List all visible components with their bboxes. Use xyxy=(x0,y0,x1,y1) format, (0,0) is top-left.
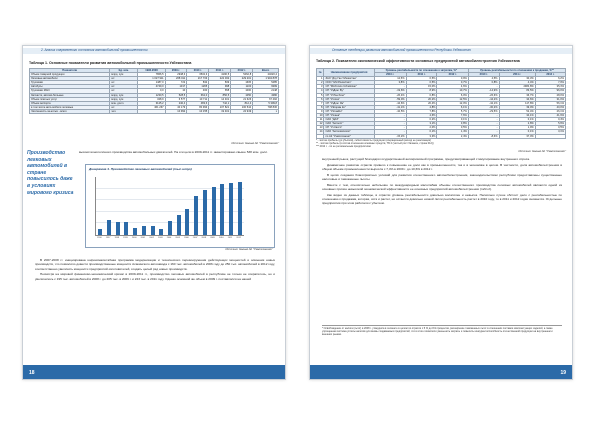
chart-bar xyxy=(98,229,102,235)
table-cell: Легковые автомобили xyxy=(30,77,110,81)
table-cell: шт xyxy=(110,85,138,89)
table-cell: - xyxy=(374,126,406,130)
table-cell: 10 155 xyxy=(187,109,209,113)
table-cell: СП "Узтоза" xyxy=(324,97,374,101)
table-cell: 107 821 xyxy=(209,105,231,109)
table-row xyxy=(30,109,279,113)
table-cell: 39,0% xyxy=(499,105,535,109)
table-cell: 7 xyxy=(317,101,324,105)
table-cell: 1 xyxy=(317,77,324,81)
table-cell: Объем экспорта xyxy=(30,101,110,105)
table-cell: 812,4 xyxy=(231,101,253,105)
table-cell: 0,9% xyxy=(437,77,468,81)
table-cell: 240,4 xyxy=(165,101,187,105)
table-cell: 36,7% xyxy=(499,93,535,97)
table-cell: 10 xyxy=(317,114,324,118)
body-paragraph: Несмотря на мировой финансово-экономический кризис в 2009-2011 гг., производство легковых автомобилей в республике не только не сократилось, но и увеличилось с 195 тыс. автомобилей в 2008 г. до 205 тыс. в 2009 г. и 223 тыс. в 2011 году. Однако основной же объем в 2009 г. поставлялся на нашей xyxy=(35,272,275,281)
table2-header-cell: 2011 г. xyxy=(406,73,437,77)
table2-header-cell: Наименование предприятия xyxy=(324,69,374,77)
table2-header-cell: № xyxy=(317,69,324,77)
table-cell: -42,1% xyxy=(468,101,499,105)
table-cell: 11 xyxy=(317,118,324,122)
table1-header-cell: 1996-2008 xyxy=(138,69,165,73)
chart-x-tick: 2003 xyxy=(157,237,163,239)
table-cell: 3532,3 xyxy=(187,73,209,77)
table1-source: Источник: данные АК "Узавтосаноат" xyxy=(231,142,279,145)
table-cell: - xyxy=(468,85,499,89)
table-cell: 10 xyxy=(165,89,187,93)
right-page-number: 19 xyxy=(560,370,566,376)
table-cell: - xyxy=(374,122,406,126)
table-cell: -44,6% xyxy=(374,101,406,105)
right-running-head: Основные тенденции развития автомобильной промышленности Республики Узбекистан xyxy=(332,48,471,52)
chart-bar xyxy=(212,187,216,235)
table-cell: шт xyxy=(110,77,138,81)
right-footer-bar xyxy=(310,365,572,379)
table-cell: 20,2% xyxy=(406,97,437,101)
table-cell: - xyxy=(374,85,406,89)
right-page xyxy=(309,45,573,380)
table1-header-cell: Всего xyxy=(253,69,279,73)
table-cell: 483,6 xyxy=(187,101,209,105)
table-cell: Запчасти, автомо-бильные xyxy=(30,93,110,97)
table-cell: 461 267 xyxy=(138,105,165,109)
table-cell: 662,0 xyxy=(187,93,209,97)
table-cell: 3 xyxy=(317,85,324,89)
table-cell: 0,4% xyxy=(535,118,565,122)
table-cell: Грузовики MAN xyxy=(30,89,110,93)
table-cell: 742,1 xyxy=(209,101,231,105)
table-cell: 5 399,8 xyxy=(253,101,279,105)
table-cell: 12 xyxy=(317,122,324,126)
table-cell: шт xyxy=(110,81,138,85)
table-cell: 5462,8 xyxy=(231,73,253,77)
chart-bar xyxy=(107,220,111,235)
right-body-text xyxy=(322,157,562,207)
table-cell: Объем товарной продукции xyxy=(30,73,110,77)
table2-group-header: Уровень рентабельности по отношению к затратам, %* xyxy=(374,69,468,73)
chart-bar xyxy=(116,222,120,235)
table-cell: 3,1% xyxy=(535,130,565,134)
chart-bar xyxy=(177,215,181,235)
table-cell: 8 xyxy=(317,105,324,109)
table-cell: 7,8% xyxy=(406,109,437,113)
table2-note: ** - чистая прибыль (в состав отношения основных средств, ТБ 4 (чистый рост баланса, строка 012)) xyxy=(316,142,434,145)
table-cell: 1000 xyxy=(231,89,253,93)
table-cell: СП "УзТонгХонг" xyxy=(324,93,374,97)
table-cell: млрд. сум xyxy=(110,93,138,97)
table-cell: 19 401 xyxy=(209,109,231,113)
table2-header-cell: 2011 г. xyxy=(499,73,535,77)
table-cell: 12,0% xyxy=(437,101,468,105)
table-cell: -59,0% xyxy=(374,97,406,101)
table-cell: 4190,5 xyxy=(209,73,231,77)
chart-x-tick: 2004 xyxy=(166,237,172,239)
table-cell: 7866,5 xyxy=(138,73,165,77)
table-cell: 0,1% xyxy=(406,130,437,134)
table-cell: - xyxy=(468,126,499,130)
table-cell: млрд. сум xyxy=(110,73,138,77)
table-cell: 1050 xyxy=(231,93,253,97)
table-cell: 24020,4 xyxy=(253,73,279,77)
table-cell: 10 711 xyxy=(187,97,209,101)
table-cell: 9399 xyxy=(253,85,279,89)
table-cell: 52,4% xyxy=(499,109,535,113)
table-cell: 658 xyxy=(209,89,231,93)
table-cell: 0,1% xyxy=(499,130,535,134)
left-page xyxy=(22,45,286,380)
chart-bar xyxy=(220,184,224,235)
table-cell: 35,3% xyxy=(535,85,565,89)
table-cell: 6,2% xyxy=(535,77,565,81)
table-cell: Грузовики xyxy=(30,81,110,85)
table-cell: 40 179 xyxy=(165,105,187,109)
chart-x-tick: 2007 xyxy=(192,237,198,239)
table-cell: шт xyxy=(110,89,138,93)
table-cell: - xyxy=(468,114,499,118)
chart-x-tick: 2001 xyxy=(140,237,146,239)
table2 xyxy=(316,68,566,139)
left-intro-text xyxy=(79,150,279,156)
body-paragraph: внутренний рынок, растущий благодаря государственной антикризисной программе, предусматривающей стимулирование внутреннего спроса. xyxy=(322,157,530,161)
table-cell: - xyxy=(374,118,406,122)
body-paragraph: Как видно из данных таблицы, в отрасли уровень рентабельности довольно волатилен и невысок. Несколько лучше обстоит дело с рентабельностью по отношению к продажам, которая, хотя и растет, но остается довольно низкой. Если рентабельность растет в 2010 году, то в 2011 и 2012 годах снижается. Отдельные предприятия при этом работали с убытком. xyxy=(322,192,562,206)
table-cell: 0,1% xyxy=(499,118,535,122)
table-cell: 0,5% xyxy=(406,81,437,85)
table-cell: -41,1% xyxy=(374,105,406,109)
table-cell: -19,6% xyxy=(374,89,406,93)
table-cell: 0,8% xyxy=(406,93,437,97)
table1-header-cell: Ед. изм. xyxy=(110,69,138,73)
table-cell: 14 401 xyxy=(209,97,231,101)
table-cell: СП "MAN Auto Uzbekistan" xyxy=(324,85,374,89)
table-cell: ОАО "Автохимпокоп" xyxy=(324,130,374,134)
table-cell: 10,7% xyxy=(437,89,468,93)
table-cell: СП "Уз Кассо" xyxy=(324,126,374,130)
table1-header-cell: 2012 г. xyxy=(231,69,253,73)
table-cell: 328,9 xyxy=(138,97,165,101)
left-footer-bar xyxy=(23,365,285,379)
table-cell: 722 xyxy=(165,81,187,85)
table-cell: 5485 xyxy=(253,81,279,85)
table-cell: - xyxy=(468,118,499,122)
table1-header-cell: 2011 г. xyxy=(209,69,231,73)
table-cell: 0,8% xyxy=(468,81,499,85)
table-cell: 4,5% xyxy=(468,77,499,81)
left-body-text xyxy=(35,258,275,282)
chart-bar xyxy=(229,183,233,235)
table-cell: 1317 xyxy=(165,85,187,89)
table-cell: 222 032 xyxy=(209,77,231,81)
chart-x-tick: 2009 xyxy=(210,237,215,239)
left-running-head: 2. Анализ современного состояния автомобильной промышленности xyxy=(41,48,148,52)
table-cell: 1 027 911 xyxy=(138,77,165,81)
table2-notes xyxy=(316,139,566,148)
chart-bar xyxy=(142,226,146,236)
table-cell: 2984,8% xyxy=(499,85,535,89)
table2-header-cell: 2012 г. xyxy=(535,73,565,77)
table-cell: 10 992 xyxy=(165,109,187,113)
table-cell: -26,4% xyxy=(374,93,406,97)
body-paragraph: В целях создания благоприятных условий для развития отечественного автомобилестроения, законодательством республики предоставлены существенные налоговые и таможенные льготы. xyxy=(322,172,562,181)
table-cell: 4380 xyxy=(253,93,279,97)
table-cell: - xyxy=(468,122,499,126)
chart-bar xyxy=(203,190,207,235)
table-cell: 2 xyxy=(317,81,324,85)
table-cell: -42,5% xyxy=(374,109,406,113)
table-cell: 229 201 xyxy=(231,77,253,81)
table-cell: 832 xyxy=(187,81,209,85)
table1-caption: Таблица 1. Основные показатели развития автомобильной промышленности Узбекистана xyxy=(29,61,192,65)
table-cell: 0,0 xyxy=(138,89,165,93)
table-cell: 2,4% xyxy=(437,134,468,138)
table-cell: Численность за-нятых - всего xyxy=(30,109,110,113)
table-cell: 41,9% xyxy=(535,114,565,118)
table-cell: 4,6% xyxy=(437,85,468,89)
table-cell: 0,1% xyxy=(437,118,468,122)
chart-bar xyxy=(159,229,163,235)
table-cell: 3,1% xyxy=(406,122,437,126)
table-cell: 5,6% xyxy=(535,122,565,126)
table-cell: -14,9% xyxy=(468,89,499,93)
table-cell: 1,4% xyxy=(437,130,468,134)
table-cell: 6,5% xyxy=(406,77,437,81)
table-cell: 22 949 xyxy=(231,109,253,113)
table-cell: ОАО "ДАЗ" xyxy=(324,118,374,122)
chart-x-tick: 2008 xyxy=(201,237,207,239)
table-cell: 37,0% xyxy=(499,134,535,138)
table-cell: 83,5% xyxy=(499,89,535,93)
table-cell: 0,7% xyxy=(437,81,468,85)
table-cell: чел. xyxy=(110,109,138,113)
table-cell: 2148 xyxy=(253,89,279,93)
table-cell: 34,1% xyxy=(499,114,535,118)
table-cell: 798 836 xyxy=(253,105,279,109)
table-cell: 2,8% xyxy=(499,122,535,126)
table-cell: 7,0% xyxy=(535,81,565,85)
chart-bar xyxy=(133,228,137,235)
table-cell: СП "УзКорам Ко" xyxy=(324,105,374,109)
chart-x-tick: 2002 xyxy=(149,237,154,239)
intro-paragraph: высокотехнологичного производства автомобильных двигателей. На эти цели в 2009-2011 гг. инвестировано свыше 538 млн. долл. xyxy=(79,150,269,154)
chart-bar xyxy=(185,209,189,235)
chart-x-tick: 2006 xyxy=(184,237,189,239)
table-cell: ООО "GM Powertrain" xyxy=(324,81,374,85)
table-cell: Объем платных услуг xyxy=(30,97,110,101)
chart-bar xyxy=(194,196,198,235)
table-cell: СП "Узхана" xyxy=(324,114,374,118)
table-cell: - xyxy=(374,130,406,134)
table-cell: 100 544 xyxy=(231,105,253,109)
table-cell: 856,5 xyxy=(209,93,231,97)
table-cell: 7,6% xyxy=(437,114,468,118)
table-cell: 6,1% xyxy=(437,105,468,109)
table-cell: 208 011 xyxy=(165,77,187,81)
table-cell: 117,8% xyxy=(499,101,535,105)
table-cell: 6,0% xyxy=(437,93,468,97)
body-paragraph: Динамичное развитие отрасли привело к повышению ее доли как в промышленности, так и в экономике в целом. В частности, доля автомобилестроения в общем объеме промышленности выросла с 7,4% в 2009 г. до 10,6% в 2012 г. xyxy=(322,162,562,171)
table-cell: 8,9% xyxy=(406,89,437,93)
table-cell: -30,2% xyxy=(468,105,499,109)
table1 xyxy=(29,68,279,114)
table-cell: ЗАО "Дэу Ган Узбекистан" xyxy=(324,77,374,81)
chart-x-tick: 1998 xyxy=(114,237,120,239)
table-cell: 1605 xyxy=(231,81,253,85)
table-cell: -29,5% xyxy=(468,109,499,113)
table-cell: 67 492 xyxy=(253,97,279,101)
chart-x-tick: 2011 xyxy=(227,237,233,239)
table1-header-cell: Показатели xyxy=(30,69,110,73)
chart-x-tick: 2005 xyxy=(175,237,181,239)
table-cell: 0,5% xyxy=(535,126,565,130)
table-cell: 96,0% xyxy=(535,89,565,93)
footnote: * Освобождение от налога (льгот) в 2008 г. утвердила в сегменте в целом по отрасли с 5 % до 8-9 процентов, расширение таможенных льгот в отношении поставок комплектующих изделий, а также упрощенная система уплаты налогов для вновь создаваемых предприятий, что в итоге позволило уменьшить затраты и повысить конкурентоспособность отечественной продукции на внутреннем и внешних рынках. xyxy=(322,325,562,336)
table-cell: млрд. сум xyxy=(110,97,138,101)
table-cell: х xyxy=(253,109,279,113)
table-cell: 5 xyxy=(317,93,324,97)
table2-header-cell: 2012 г. xyxy=(437,73,468,77)
table1-header-row xyxy=(30,69,279,73)
chart-bar xyxy=(151,226,155,235)
table-cell: по АК "Узавтосаноат" xyxy=(324,134,374,138)
table-cell: 1487,0 xyxy=(138,81,165,85)
chart-x-tick: 1999 xyxy=(123,237,128,239)
table-cell: СП "УзДонг Ву" xyxy=(324,89,374,93)
body-paragraph: Вместе с тем, относительно небольшие по международным масштабам объемы отечественного производства легковых автомобилей являются одной из основных причин невысокой экономической эффективности ее основных предприятий автомобилестроения (табл.2). xyxy=(322,182,562,191)
table-cell: 31,0% xyxy=(535,97,565,101)
table-cell: 460 xyxy=(187,89,209,93)
table-cell: 2,0% xyxy=(406,126,437,130)
table-cell: 40,0% xyxy=(535,105,565,109)
table-cell: -44,2% xyxy=(468,97,499,101)
table-cell: 4,8% xyxy=(406,105,437,109)
chart-plot-area xyxy=(95,177,244,236)
table-cell: 0,5% xyxy=(437,126,468,130)
table-cell: - xyxy=(468,130,499,134)
table-cell: 6 577 xyxy=(165,97,187,101)
table-cell xyxy=(535,134,565,138)
table-cell: 28,0% xyxy=(535,93,565,97)
table-cell: 3,8% xyxy=(374,81,406,85)
table2-header-cell: 2010 г. xyxy=(374,73,406,77)
table-cell: 3,3% xyxy=(406,134,437,138)
table-cell: -15,2% xyxy=(374,134,406,138)
table-cell: 12,5% xyxy=(437,97,468,101)
table-cell xyxy=(138,109,165,113)
table-cell: 839 xyxy=(209,81,231,85)
table-cell: 14 xyxy=(317,130,324,134)
table2-group-header: Уровень рентабельности по отношению к продажам, %** xyxy=(468,69,565,73)
table-cell: 4,4% xyxy=(499,81,535,85)
chart-x-tick: 1996 xyxy=(97,237,102,239)
table-cell xyxy=(317,134,324,138)
table-cell: 4749,0 xyxy=(138,85,165,89)
chart-x-tick: 2012 xyxy=(236,237,241,239)
table2-caption: Таблица 2. Показатели экономической эффективности основных предприятий автомобилестроения Узбекистана xyxy=(316,59,520,63)
table-cell: 6 xyxy=(317,97,324,101)
table2-group-row xyxy=(317,69,566,73)
chart-x-tick: 1997 xyxy=(105,237,111,239)
table-cell: -26,6% xyxy=(468,93,499,97)
left-page-number: 18 xyxy=(29,370,35,376)
table2-source: Источник: данные АК "Узавтосаноат" xyxy=(518,150,566,153)
table-cell: 2948,3 xyxy=(165,73,187,77)
table-cell: 13 xyxy=(317,126,324,130)
table-cell: 4 xyxy=(317,89,324,93)
table-cell: ОАО "Автоопт" xyxy=(324,122,374,126)
table1-header-cell: 2010 г. xyxy=(187,69,209,73)
chart-bar xyxy=(168,221,172,235)
table2-note: * - чистая прибыль (до убытков), себестоимость продукции (операционный расход ее реализации) xyxy=(316,139,431,142)
table-cell: 1 904 878 xyxy=(253,77,279,81)
chart-x-tick: 2000 xyxy=(131,237,137,239)
table-cell: -8,6% xyxy=(468,134,499,138)
table-cell: 34,6% xyxy=(499,97,535,101)
table-row xyxy=(317,134,566,138)
table-cell: - xyxy=(374,114,406,118)
table-cell: 528,5 xyxy=(165,93,187,97)
chart-x-tick: 2010 xyxy=(218,237,224,239)
table-cell: 3,8% xyxy=(437,122,468,126)
chart-bar xyxy=(238,182,242,235)
table-cell: в том числе авто-мобили легковые xyxy=(30,105,110,109)
table-cell: 4,6% xyxy=(406,114,437,118)
chart-bar xyxy=(124,222,128,235)
table-cell: 1230,5 xyxy=(138,93,165,97)
table2-header-cell: 2010 г. xyxy=(468,73,499,77)
table-cell: СП "УзДонг Ян" xyxy=(324,101,374,105)
table-cell: СП "УзСамКи" xyxy=(324,109,374,113)
table-cell: 12,5% xyxy=(374,77,406,81)
table-cell: 1,9% xyxy=(499,126,535,130)
table-cell: шт xyxy=(110,105,138,109)
table-cell: 217 733 xyxy=(187,77,209,81)
table-cell: 3125,2 xyxy=(138,101,165,105)
table-cell: 80 993 xyxy=(187,105,209,109)
table-cell: 15,0% xyxy=(406,85,437,89)
sidebar-quote: Производство легковых автомобилей в стране повысилось даже в условиях мирового кризиса xyxy=(27,150,74,196)
body-paragraph: В 2007-2008 гг. инициирована широкомасштабная программа модернизации и технического перевооружения действующих мощностей и освоения новых производств, что позволило довести производственные мощности Асакинского автозавода с 160 тыс. автомобилей в 2006 году до 250 тыс. автомобилей в 2012 году, соответственно увеличить мощности предприятий-изготовителей, создать целый ряд новых производств. xyxy=(35,258,275,271)
chart-source: Источник: данные АК "Узавтосаноат" xyxy=(225,248,273,251)
table1-header-cell: 2009 г. xyxy=(165,69,187,73)
chart-diagram-4 xyxy=(85,164,275,248)
table-cell: 30,3% xyxy=(499,77,535,81)
table-cell: 56,1% xyxy=(535,101,565,105)
table-cell: 1265 xyxy=(187,85,209,89)
table-cell: 26,1% xyxy=(535,109,565,113)
table-cell: 20,4% xyxy=(406,101,437,105)
chart-title: Диаграмма 4. Производство легковых автомобилей (тыс.штук) xyxy=(89,167,192,171)
table-cell: 0,2% xyxy=(406,118,437,122)
table-cell: 21 626 xyxy=(231,97,253,101)
table-cell: 998 xyxy=(209,85,231,89)
table-cell: 9 xyxy=(317,109,324,113)
table-cell: Автобусы xyxy=(30,85,110,89)
table-cell: млн. долл. xyxy=(110,101,138,105)
table-cell: 1100 xyxy=(231,85,253,89)
table2-note: *** 2012 г. - по ее региональным предприятиям. xyxy=(316,145,372,148)
table-row xyxy=(30,105,279,109)
table-cell: 5,7% xyxy=(437,109,468,113)
